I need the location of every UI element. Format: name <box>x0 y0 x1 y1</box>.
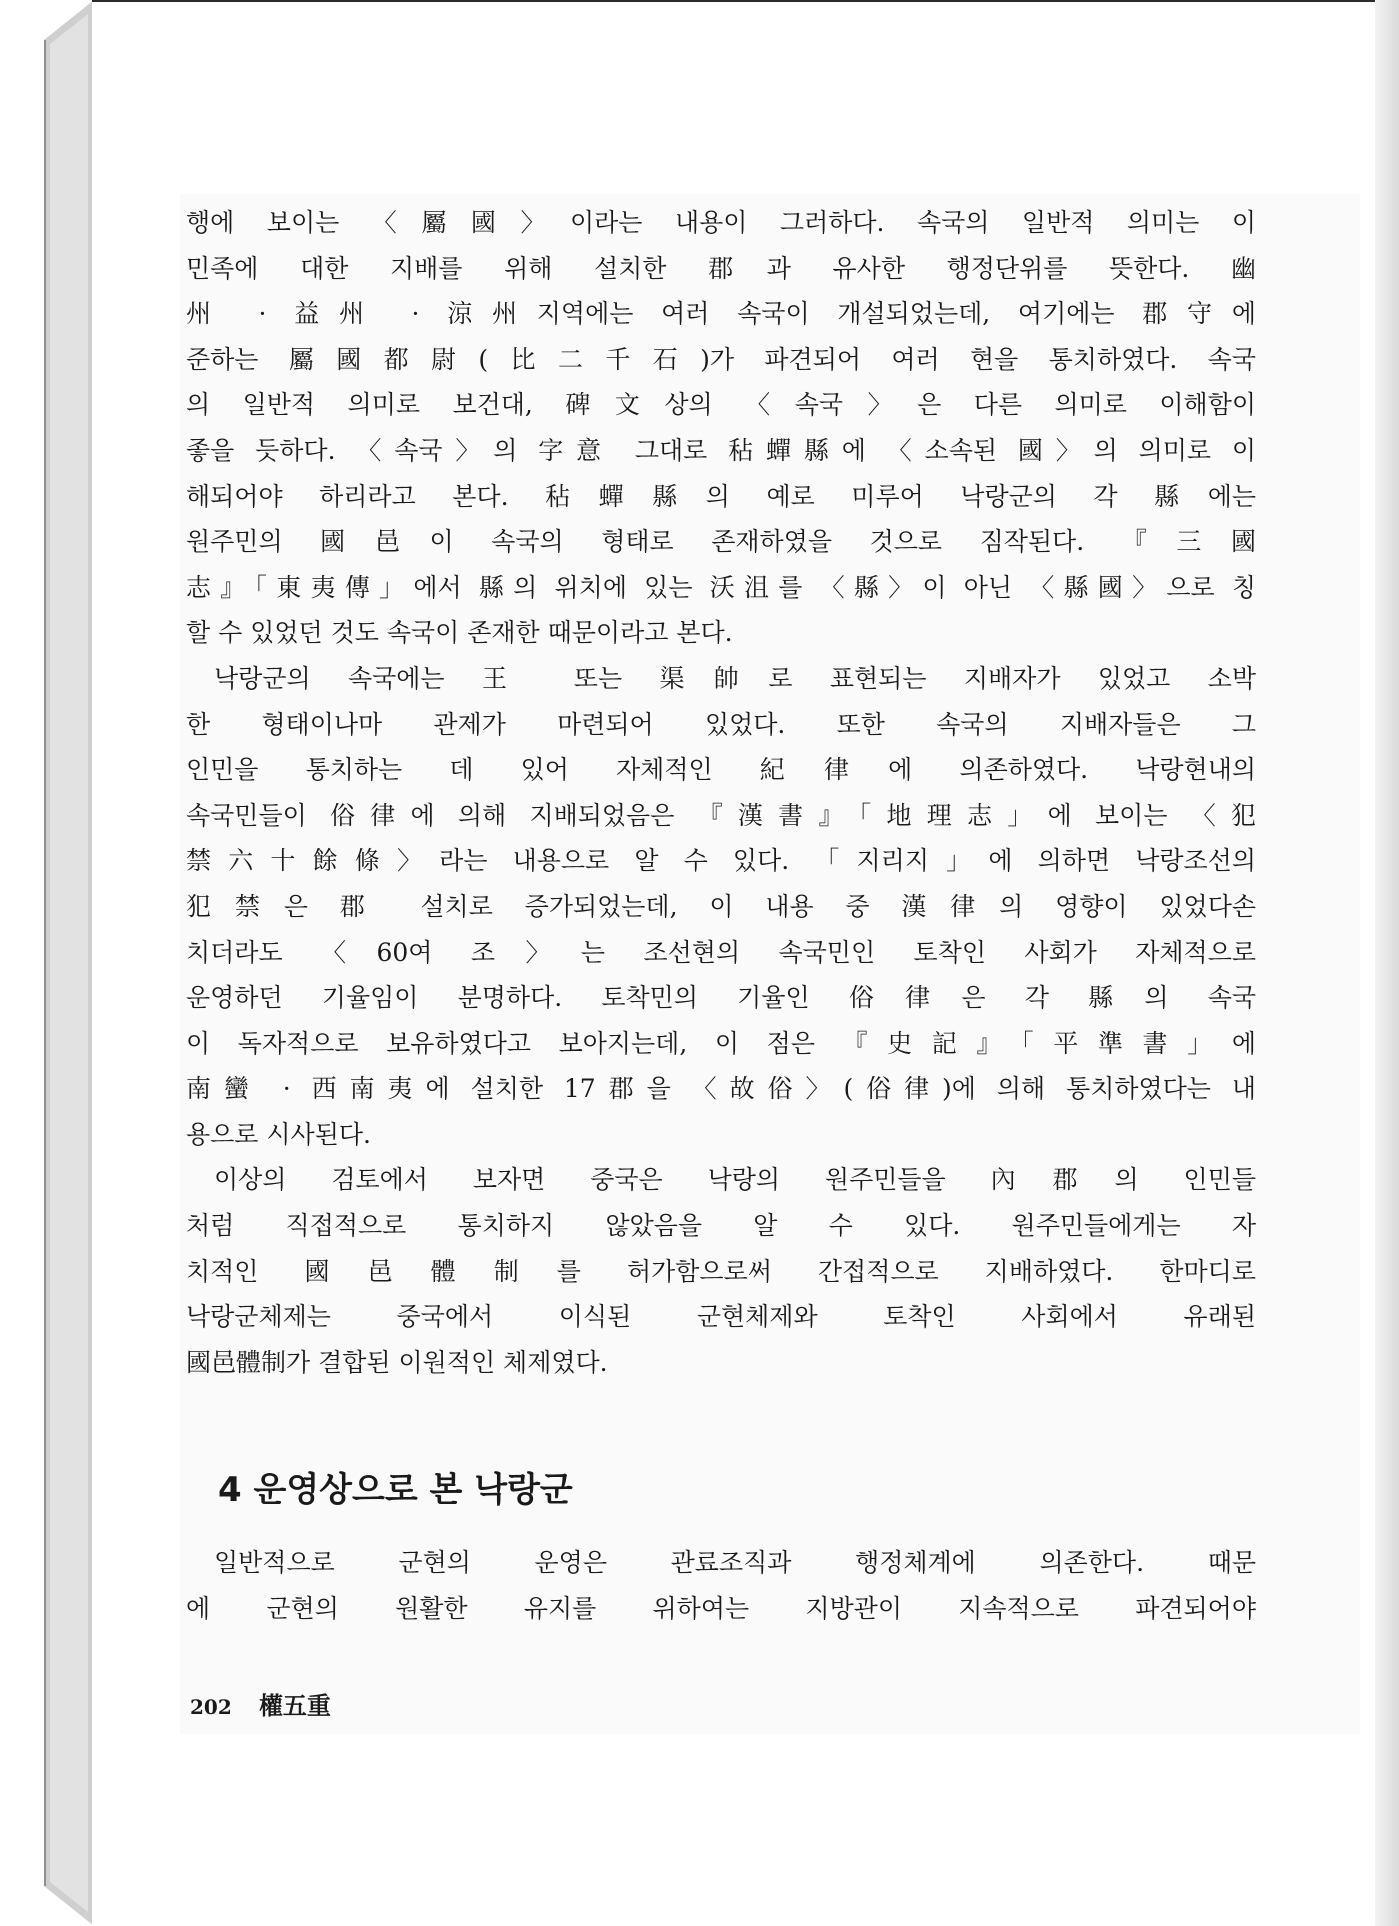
paragraph-2 <box>186 656 1256 1158</box>
text-line: 운영하던 기율임이 분명하다. 토착민의 기율인 俗律은 각 縣의 속국 <box>186 983 1256 1013</box>
text-line: 치적인 國邑體制를 허가함으로써 간접적으로 지배하였다. 한마디로 <box>186 1256 1256 1286</box>
text-line: 좋을 듯하다. 〈속국〉의 字意 그대로 秥蟬縣에 〈소속된 國〉의 의미로 이 <box>186 435 1256 465</box>
page-number: 202 <box>190 1695 232 1719</box>
text-line: 낙랑군체제는 중국에서 이식된 군현체제와 토착인 사회에서 유래된 <box>186 1302 1256 1332</box>
page-edge <box>1375 0 1399 1926</box>
paragraph-4 <box>186 1540 1256 1631</box>
text-line: 할 수 있었던 것도 속국이 존재한 때문이라고 본다. <box>186 618 733 648</box>
text-line: 犯禁은 郡 설치로 증가되었는데, 이 내용 중 漢律의 영향이 있었다손 <box>186 891 1256 921</box>
page-footer <box>190 1686 331 1721</box>
text-line: 일반적으로 군현의 운영은 관료조직과 행정체계에 의존한다. 때문 <box>214 1548 1256 1577</box>
text-line: 속국민들이 俗律에 의해 지배되었음은 『漢書』「地理志」에 보이는 〈犯 <box>186 800 1256 830</box>
paragraph-3 <box>186 1157 1256 1385</box>
text-line: 행에 보이는 〈屬國〉이라는 내용이 그러하다. 속국의 일반적 의미는 이 <box>186 208 1256 237</box>
text-line: 원주민의 國邑이 속국의 형태로 존재하였을 것으로 짐작된다. 『三國 <box>186 527 1256 557</box>
text-line: 인민을 통치하는 데 있어 자체적인 紀律에 의존하였다. 낙랑현내의 <box>186 755 1256 785</box>
text-line: 國邑體制가 결합된 이원적인 체제였다. <box>186 1347 608 1377</box>
text-line: 州 · 益州 · 涼州지역에는 여러 속국이 개설되었는데, 여기에는 郡守에 <box>186 299 1256 329</box>
text-line: 禁六十餘條〉라는 내용으로 알 수 있다. 「지리지」에 의하면 낙랑조선의 <box>186 846 1256 876</box>
paragraph-1 <box>186 200 1256 656</box>
text-line: 치더라도 〈60여 조〉는 조선현의 속국민인 토착인 사회가 자체적으로 <box>186 937 1256 967</box>
text-line: 민족에 대한 지배를 위해 설치한 郡과 유사한 행정단위를 뜻한다. 幽 <box>186 253 1256 283</box>
section-heading: 4 운영상으로 본 낙랑군 <box>218 1470 573 1510</box>
text-line: 이 독자적으로 보유하였다고 보아지는데, 이 점은 『史記』「平準書」에 <box>186 1028 1256 1058</box>
text-line: 이상의 검토에서 보자면 중국은 낙랑의 원주민들을 內郡의 인민들 <box>214 1165 1256 1195</box>
book-spine <box>44 0 94 1926</box>
text-line: 南蠻 · 西南夷에 설치한 17郡을 〈故俗〉(俗律)에 의해 통치하였다는 내 <box>186 1074 1256 1104</box>
text-line: 해되어야 하리라고 본다. 秥蟬縣의 예로 미루어 낙랑군의 각 縣에는 <box>186 481 1256 511</box>
text-line: 준하는 屬國都尉(比二千石)가 파견되어 여러 현을 통치하였다. 속국 <box>186 344 1256 374</box>
text-line: 용으로 시사된다. <box>186 1119 371 1149</box>
text-line: 낙랑군의 속국에는 王 또는 渠帥로 표현되는 지배자가 있었고 소박 <box>214 663 1256 693</box>
text-line: 에 군현의 원활한 유지를 위하여는 지방관이 지속적으로 파견되어야 <box>186 1593 1256 1623</box>
body-text <box>186 200 1256 1385</box>
section-body <box>186 1540 1256 1631</box>
text-line: 한 형태이나마 관제가 마련되어 있었다. 또한 속국의 지배자들은 그 <box>186 709 1256 739</box>
text-line: 의 일반적 의미로 보건대, 碑文상의 〈속국〉은 다른 의미로 이해함이 <box>186 390 1256 420</box>
text-line: 처럼 직접적으로 통치하지 않았음을 알 수 있다. 원주민들에게는 자 <box>186 1211 1256 1241</box>
text-line: 志』「東夷傳」에서 縣의 위치에 있는 沃沮를 〈縣〉이 아닌 〈縣國〉으로 칭 <box>186 572 1256 602</box>
author-name: 權五重 <box>258 1691 331 1720</box>
